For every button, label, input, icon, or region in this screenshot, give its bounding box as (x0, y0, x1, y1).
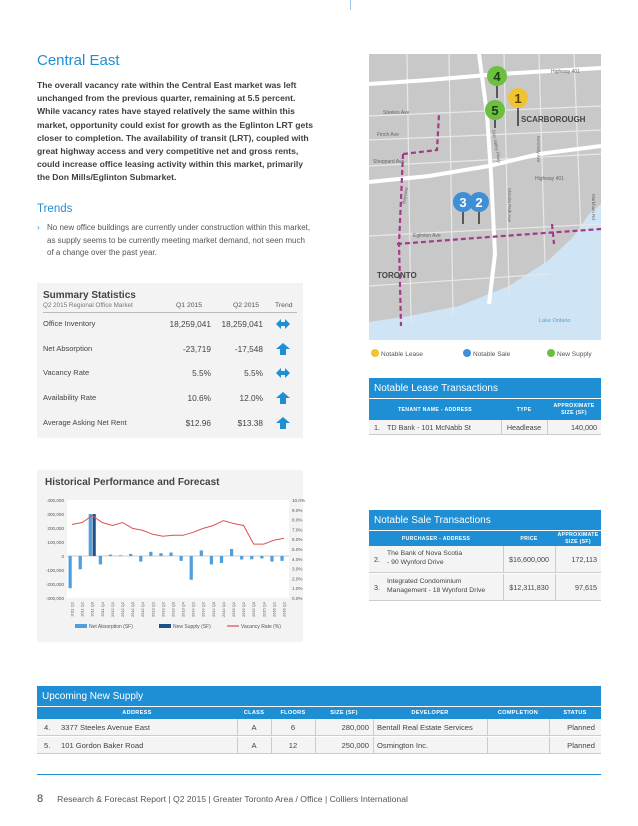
up-row-developer: Osmington Inc. (377, 741, 429, 750)
map-label-steeles: Steeles Ave (383, 110, 410, 116)
col-separator (549, 719, 550, 735)
summary-row (43, 317, 303, 331)
trend-up-arrow-icon (275, 416, 291, 430)
lease-row-num: 1. (374, 423, 380, 432)
up-row-size: 250,000 (341, 741, 369, 750)
x-tick-label: 2013 Q4 (180, 602, 186, 617)
y2-tick-label: 6.0% (292, 537, 303, 543)
summary-row-q2: 12.0% (239, 393, 263, 403)
up-row-class: A (251, 741, 257, 750)
historical-chart (37, 470, 306, 642)
summary-row-q1: $12.96 (185, 418, 211, 428)
col-separator (315, 737, 316, 753)
sale-row-num: 3. (374, 583, 380, 592)
sale-col-purchaser: PURCHASER - ADDRESS (401, 536, 471, 542)
absorption-bar (260, 556, 263, 558)
column-divider (350, 0, 351, 10)
absorption-bar (129, 554, 132, 556)
y2-tick-label: 2.0% (292, 576, 303, 582)
summary-row (43, 366, 303, 380)
up-col-address: ADDRESS (122, 710, 152, 716)
upcoming-row (37, 737, 601, 754)
absorption-bar (240, 556, 243, 560)
up-col-size: SIZE (SF) (330, 710, 358, 716)
section-title: Central East (37, 52, 120, 69)
map-canvas (369, 54, 601, 340)
absorption-bar (169, 553, 172, 557)
absorption-bar (109, 555, 112, 556)
sale-col-size: APPROXIMATE SIZE (SF) (557, 532, 599, 545)
lease-table-row (369, 420, 601, 435)
map-label-bayview: Bayview (401, 186, 409, 205)
y2-tick-label: 9.0% (292, 507, 303, 513)
sale-table-title: Notable Sale Transactions (369, 510, 601, 530)
summary-row-q1: 10.6% (187, 393, 211, 403)
summary-row-q2: 18,259,041 (221, 319, 263, 329)
intro-paragraph: The overall vacancy rate within the Central East market was left unchanged from the previous quarter, remaining at 5.5 percent. While vacancy rates have stayed relatively the same within this market, opportunity could exist for growth as the Eglinton LRT gets closer to completion. The availability of transit (LRT), coupled with great highway access and very competitive net and gross rents, could increase office leasing activity within this market, primarily the Don Mills/Eglinton Submarket. (37, 80, 313, 183)
trend-up-arrow-icon (275, 342, 291, 356)
col-separator (373, 719, 374, 735)
y-tick-label: 200,000 (47, 526, 64, 531)
summary-header-rule (43, 312, 297, 313)
col-separator (271, 737, 272, 753)
up-row-num: 4. (44, 723, 51, 732)
summary-row (43, 391, 303, 405)
up-col-developer: DEVELOPER (411, 710, 449, 716)
up-col-completion: COMPLETION (497, 710, 539, 716)
up-col-status: STATUS (563, 710, 587, 716)
absorption-bar (190, 556, 193, 580)
summary-row-q2: $13.38 (237, 418, 263, 428)
col-separator (315, 719, 316, 735)
map-legend (369, 348, 601, 360)
legend-sale (463, 349, 510, 358)
absorption-bar (280, 556, 283, 561)
x-tick-label: 2014 Q2 (200, 602, 206, 617)
col-separator (547, 420, 548, 434)
col-separator (549, 737, 550, 753)
supply-bar (93, 514, 96, 556)
legend-lease-label: Notable Lease (381, 351, 423, 358)
sale-row-price: $16,600,000 (509, 555, 549, 564)
up-row-status: Planned (567, 741, 595, 750)
map-label-markham: Markham Rd (591, 194, 596, 220)
up-row-size: 280,000 (341, 723, 369, 732)
map-label-kennedy: Kennedy Ave (536, 136, 541, 163)
summary-statistics (37, 283, 303, 438)
map-label-eglinton: Eglinton Ave (413, 233, 441, 239)
summary-col-trend: Trend (275, 302, 293, 309)
x-tick-label: 2015 Q2 (241, 602, 247, 617)
x-tick-label: 2014 Q3 (210, 602, 216, 617)
col-separator (271, 719, 272, 735)
map-label-highway401-a: Highway 401 (551, 69, 580, 75)
footer-text: Research & Forecast Report | Q2 2015 | Greater Toronto Area / Office | Colliers International (57, 794, 408, 804)
x-tick-label: 2015 Q3 (251, 602, 257, 617)
col-separator (555, 546, 556, 572)
y2-tick-label: 4.0% (292, 556, 303, 562)
sale-dot-icon (463, 349, 471, 357)
legend-sale-label: Notable Sale (473, 351, 511, 358)
up-row-num: 5. (44, 741, 51, 750)
y-tick-label: -200,000 (45, 582, 64, 587)
trend-up-arrow-icon (275, 391, 291, 405)
x-tick-label: 2013 Q3 (170, 602, 176, 617)
up-col-class: CLASS (243, 710, 265, 716)
col-separator (373, 737, 374, 753)
map-label-sheppard: Sheppard Ave (373, 159, 405, 165)
sale-table-header (369, 530, 601, 546)
y-tick-label: -300,000 (45, 596, 64, 601)
summary-row-q2: -17,548 (234, 344, 263, 354)
x-tick-label: 2014 Q1 (190, 602, 196, 617)
pin-label: 5 (491, 103, 499, 118)
lease-table-header (369, 398, 601, 420)
x-tick-label: 2012 Q1 (109, 602, 115, 617)
x-tick-label: 2013 Q2 (160, 602, 166, 617)
absorption-bar (230, 549, 233, 556)
up-col-floors: FLOORS (280, 710, 306, 716)
plot-area (67, 500, 289, 598)
trend-item (37, 222, 313, 260)
summary-col-q1: Q1 2015 (176, 302, 203, 309)
absorption-bar (220, 556, 223, 563)
lease-row-type: Headlease (506, 423, 542, 432)
y2-tick-label: 3.0% (292, 566, 303, 572)
summary-row-q1: 18,259,041 (169, 319, 211, 329)
page-number: 8 (37, 793, 44, 805)
lease-col-type: TYPE (516, 407, 532, 413)
map-label-scarborough: SCARBOROUGH (521, 115, 586, 124)
lease-dot-icon (371, 349, 379, 357)
y2-tick-label: 5.0% (292, 547, 303, 552)
absorption-bar (89, 514, 92, 556)
x-tick-label: 2012 Q4 (140, 602, 146, 617)
up-row-floors: 12 (288, 741, 298, 750)
y2-tick-label: 7.0% (292, 527, 303, 533)
pin-label: 4 (493, 69, 501, 84)
upcoming-supply-header (37, 707, 601, 719)
summary-row-label: Average Asking Net Rent (43, 418, 127, 427)
y-tick-label: -100,000 (45, 568, 64, 573)
y2-tick-label: 8.0% (292, 517, 303, 523)
lease-col-tenant: TENANT NAME - ADDRESS (398, 407, 472, 413)
summary-col-q2: Q2 2015 (233, 302, 260, 309)
footer-rule (37, 774, 601, 775)
absorption-bar (180, 556, 183, 561)
sale-row-line1: Integrated Condominium (387, 578, 462, 585)
absorption-bar (69, 556, 72, 588)
y-tick-label: 400,000 (47, 498, 64, 503)
legend-label: New Supply (SF) (173, 624, 211, 630)
summary-row (43, 342, 303, 356)
sale-row-line2: - 90 Wynford Drive (387, 559, 444, 566)
lease-row-size: 140,000 (571, 423, 597, 432)
absorption-bar (99, 556, 102, 564)
map-label-finch: Finch Ave (377, 132, 399, 138)
summary-subtitle: Q2 2015 Regional Office Market (43, 302, 133, 309)
x-tick-label: 2012 Q3 (130, 602, 136, 617)
sale-row-num: 2. (374, 555, 380, 564)
upcoming-supply-title: Upcoming New Supply (37, 686, 601, 706)
absorption-bar (250, 556, 253, 559)
sale-table-row (369, 574, 601, 601)
col-separator (487, 719, 488, 735)
x-tick-label: 2015 Q4 (261, 602, 267, 617)
absorption-bar (270, 556, 273, 562)
summary-row-label: Office Inventory (43, 319, 96, 328)
pin-label: 1 (514, 91, 522, 106)
x-tick-label: 2011 Q3 (89, 602, 95, 617)
up-row-status: Planned (567, 723, 595, 732)
lease-row-name: TD Bank - 101 McNabb St (387, 423, 471, 432)
page-footer (37, 793, 408, 805)
absorption-bar (210, 556, 213, 564)
map-label-dvp: Don Valley Pkwy (491, 129, 502, 164)
x-tick-label: 2016 Q2 (281, 602, 287, 617)
upcoming-row (37, 719, 601, 736)
x-tick-label: 2015 Q1 (231, 602, 236, 617)
summary-row-label: Vacancy Rate (43, 368, 90, 377)
absorption-bar (159, 553, 162, 556)
pin-label: 2 (475, 195, 483, 210)
y2-tick-label: 10.0% (292, 498, 306, 503)
map-label-highway401-b: Highway 401 (535, 176, 564, 182)
col-separator (555, 574, 556, 600)
y2-tick-label: 1.0% (292, 586, 303, 592)
legend-swatch (159, 624, 171, 628)
x-tick-label: 2011 Q2 (79, 602, 85, 617)
up-row-class: A (251, 723, 257, 732)
summary-row (43, 416, 303, 430)
sale-row-line2: Management - 18 Wynford Drive (387, 587, 486, 594)
absorption-bar (149, 552, 152, 556)
x-tick-label: 2012 Q2 (120, 602, 125, 617)
lease-table-title: Notable Lease Transactions (369, 378, 601, 398)
absorption-bar (79, 556, 82, 569)
trends-heading: Trends (37, 203, 73, 215)
chart-canvas (37, 470, 306, 642)
location-map (369, 54, 601, 340)
lease-col-size: APPROXIMATE SIZE (SF) (553, 403, 595, 416)
trend-flat-arrow-icon (275, 366, 291, 380)
col-separator (237, 737, 238, 753)
sale-col-price: PRICE (520, 536, 538, 542)
chevron-right-icon: › (37, 223, 40, 232)
up-row-address: 3377 Steeles Avenue East (61, 723, 150, 732)
up-row-address: 101 Gordon Baker Road (61, 741, 144, 750)
summary-row-q2: 5.5% (244, 368, 263, 378)
summary-title: Summary Statistics (43, 290, 136, 301)
supply-dot-icon (547, 349, 555, 357)
summary-row-q1: -23,719 (182, 344, 211, 354)
y-tick-label: 100,000 (47, 540, 64, 545)
trend-flat-arrow-icon (275, 317, 291, 331)
col-separator (487, 737, 488, 753)
legend-supply-label: New Supply (557, 351, 592, 358)
summary-row-label: Availability Rate (43, 393, 97, 402)
legend-swatch (75, 624, 87, 628)
x-tick-label: 2014 Q4 (220, 602, 226, 617)
map-label-victoria: Victoria Park Ave (507, 188, 512, 223)
x-tick-label: 2016 Q1 (271, 602, 277, 617)
map-label-toronto: TORONTO (377, 271, 417, 280)
sale-table-row (369, 546, 601, 573)
y2-tick-label: 0.0% (292, 596, 303, 601)
pin-label: 3 (459, 195, 467, 210)
x-tick-label: 2011 Q4 (99, 602, 105, 617)
legend-label: Vacancy Rate (%) (241, 624, 281, 630)
map-label-lake: Lake Ontario (539, 318, 571, 324)
absorption-bar (139, 556, 142, 562)
y-tick-label: 300,000 (47, 512, 64, 517)
y-tick-label: 0 (61, 554, 64, 559)
absorption-bar (119, 555, 122, 556)
sale-row-line1: The Bank of Nova Scotia (387, 550, 463, 557)
sale-row-size: 172,113 (571, 555, 597, 564)
up-row-floors: 6 (290, 723, 296, 732)
summary-row-q1: 5.5% (192, 368, 211, 378)
legend-label: Net Absorption (SF) (89, 624, 133, 630)
chart-title: Historical Performance and Forecast (45, 477, 220, 488)
sale-row-size: 97,615 (575, 583, 597, 592)
absorption-bar (200, 550, 203, 556)
x-tick-label: 2013 Q1 (150, 602, 156, 617)
x-tick-label: 2011 Q1 (69, 602, 75, 617)
sale-row-price: $12,311,830 (509, 583, 549, 592)
summary-row-label: Net Absorption (43, 344, 93, 353)
col-separator (237, 719, 238, 735)
up-row-developer: Bentall Real Estate Services (377, 723, 473, 732)
legend-supply (547, 349, 592, 358)
trend-text: No new office buildings are currently under construction within this market, as supply seems to be currently meeting market demand, not seen much of a change over the past year. (47, 223, 311, 258)
legend-lease (371, 349, 423, 358)
